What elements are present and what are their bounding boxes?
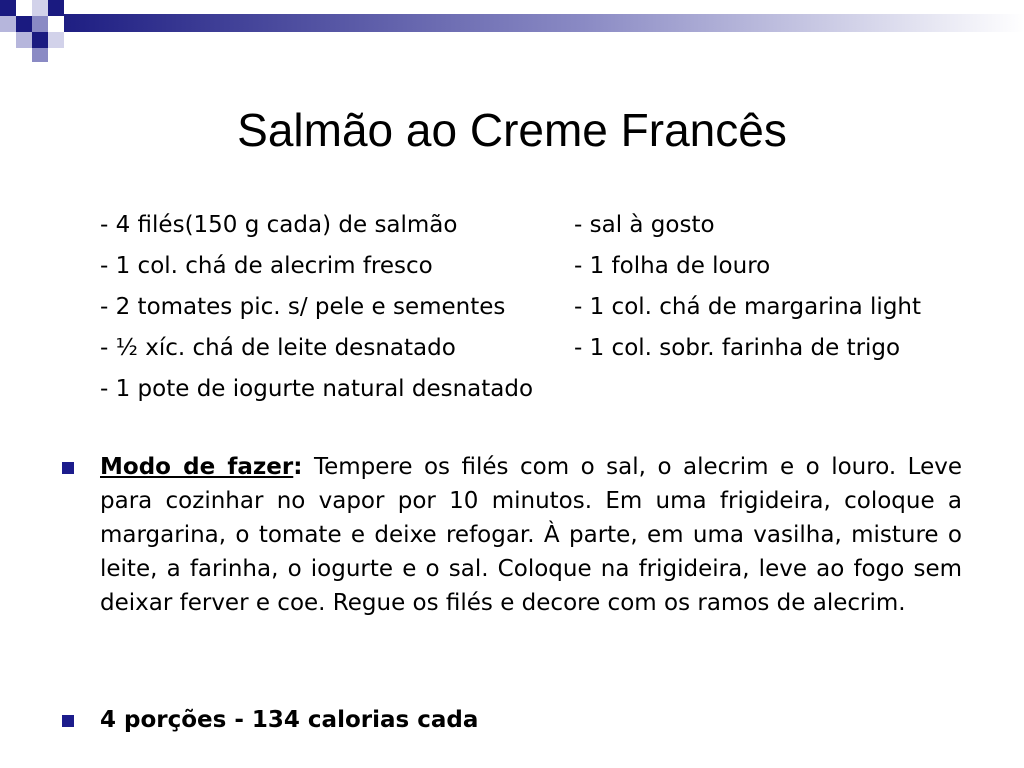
ingredient-row [100,204,980,245]
method-label: Modo de fazer [100,454,294,480]
ingredient-item: - 2 tomates pic. s/ pele e sementes [100,293,506,320]
bullet-square-icon [62,715,74,727]
ingredient-item: - 1 col. chá de margarina light [574,293,922,320]
ingredient-item: - 1 col. sobr. farinha de trigo [574,334,901,361]
page-title: Salmão ao Creme Francês [237,104,787,156]
ingredient-item: - 1 pote de iogurte natural desnatado [100,375,534,402]
ingredients-list [100,204,980,409]
method-colon: : [293,454,303,480]
method-text: Tempere os filés com o sal, o alecrim e o louro. Leve para cozinhar no vapor por 10 minutos. Em uma frigideira, coloque a margarina, o tomate e deixe refogar. À parte, em uma vasilha, misture o leite, a farinha, o iogurte e o sal. Coloque na frigideira, leve ao fogo sem deixar ferver e coe. Regue os filés e decore com os ramos de alecrim. [100,454,963,616]
ingredient-row [100,327,980,368]
method-bullet [62,450,962,620]
ingredient-item: - ½ xíc. chá de leite desnatado [100,334,456,361]
ingredient-row [100,245,980,286]
method-paragraph [100,450,962,620]
ingredient-item: - 4 filés(150 g cada) de salmão [100,211,458,238]
ingredient-row [100,286,980,327]
ingredient-item: - 1 col. chá de alecrim fresco [100,252,433,279]
ingredient-row [100,368,980,409]
ingredient-item: - 1 folha de louro [574,252,771,279]
ingredient-item: - sal à gosto [574,211,715,238]
servings-bullet [62,703,962,737]
header-decoration [0,0,1024,70]
bullet-square-icon [62,462,74,474]
servings-text: 4 porções - 134 calorias cada [100,707,479,733]
